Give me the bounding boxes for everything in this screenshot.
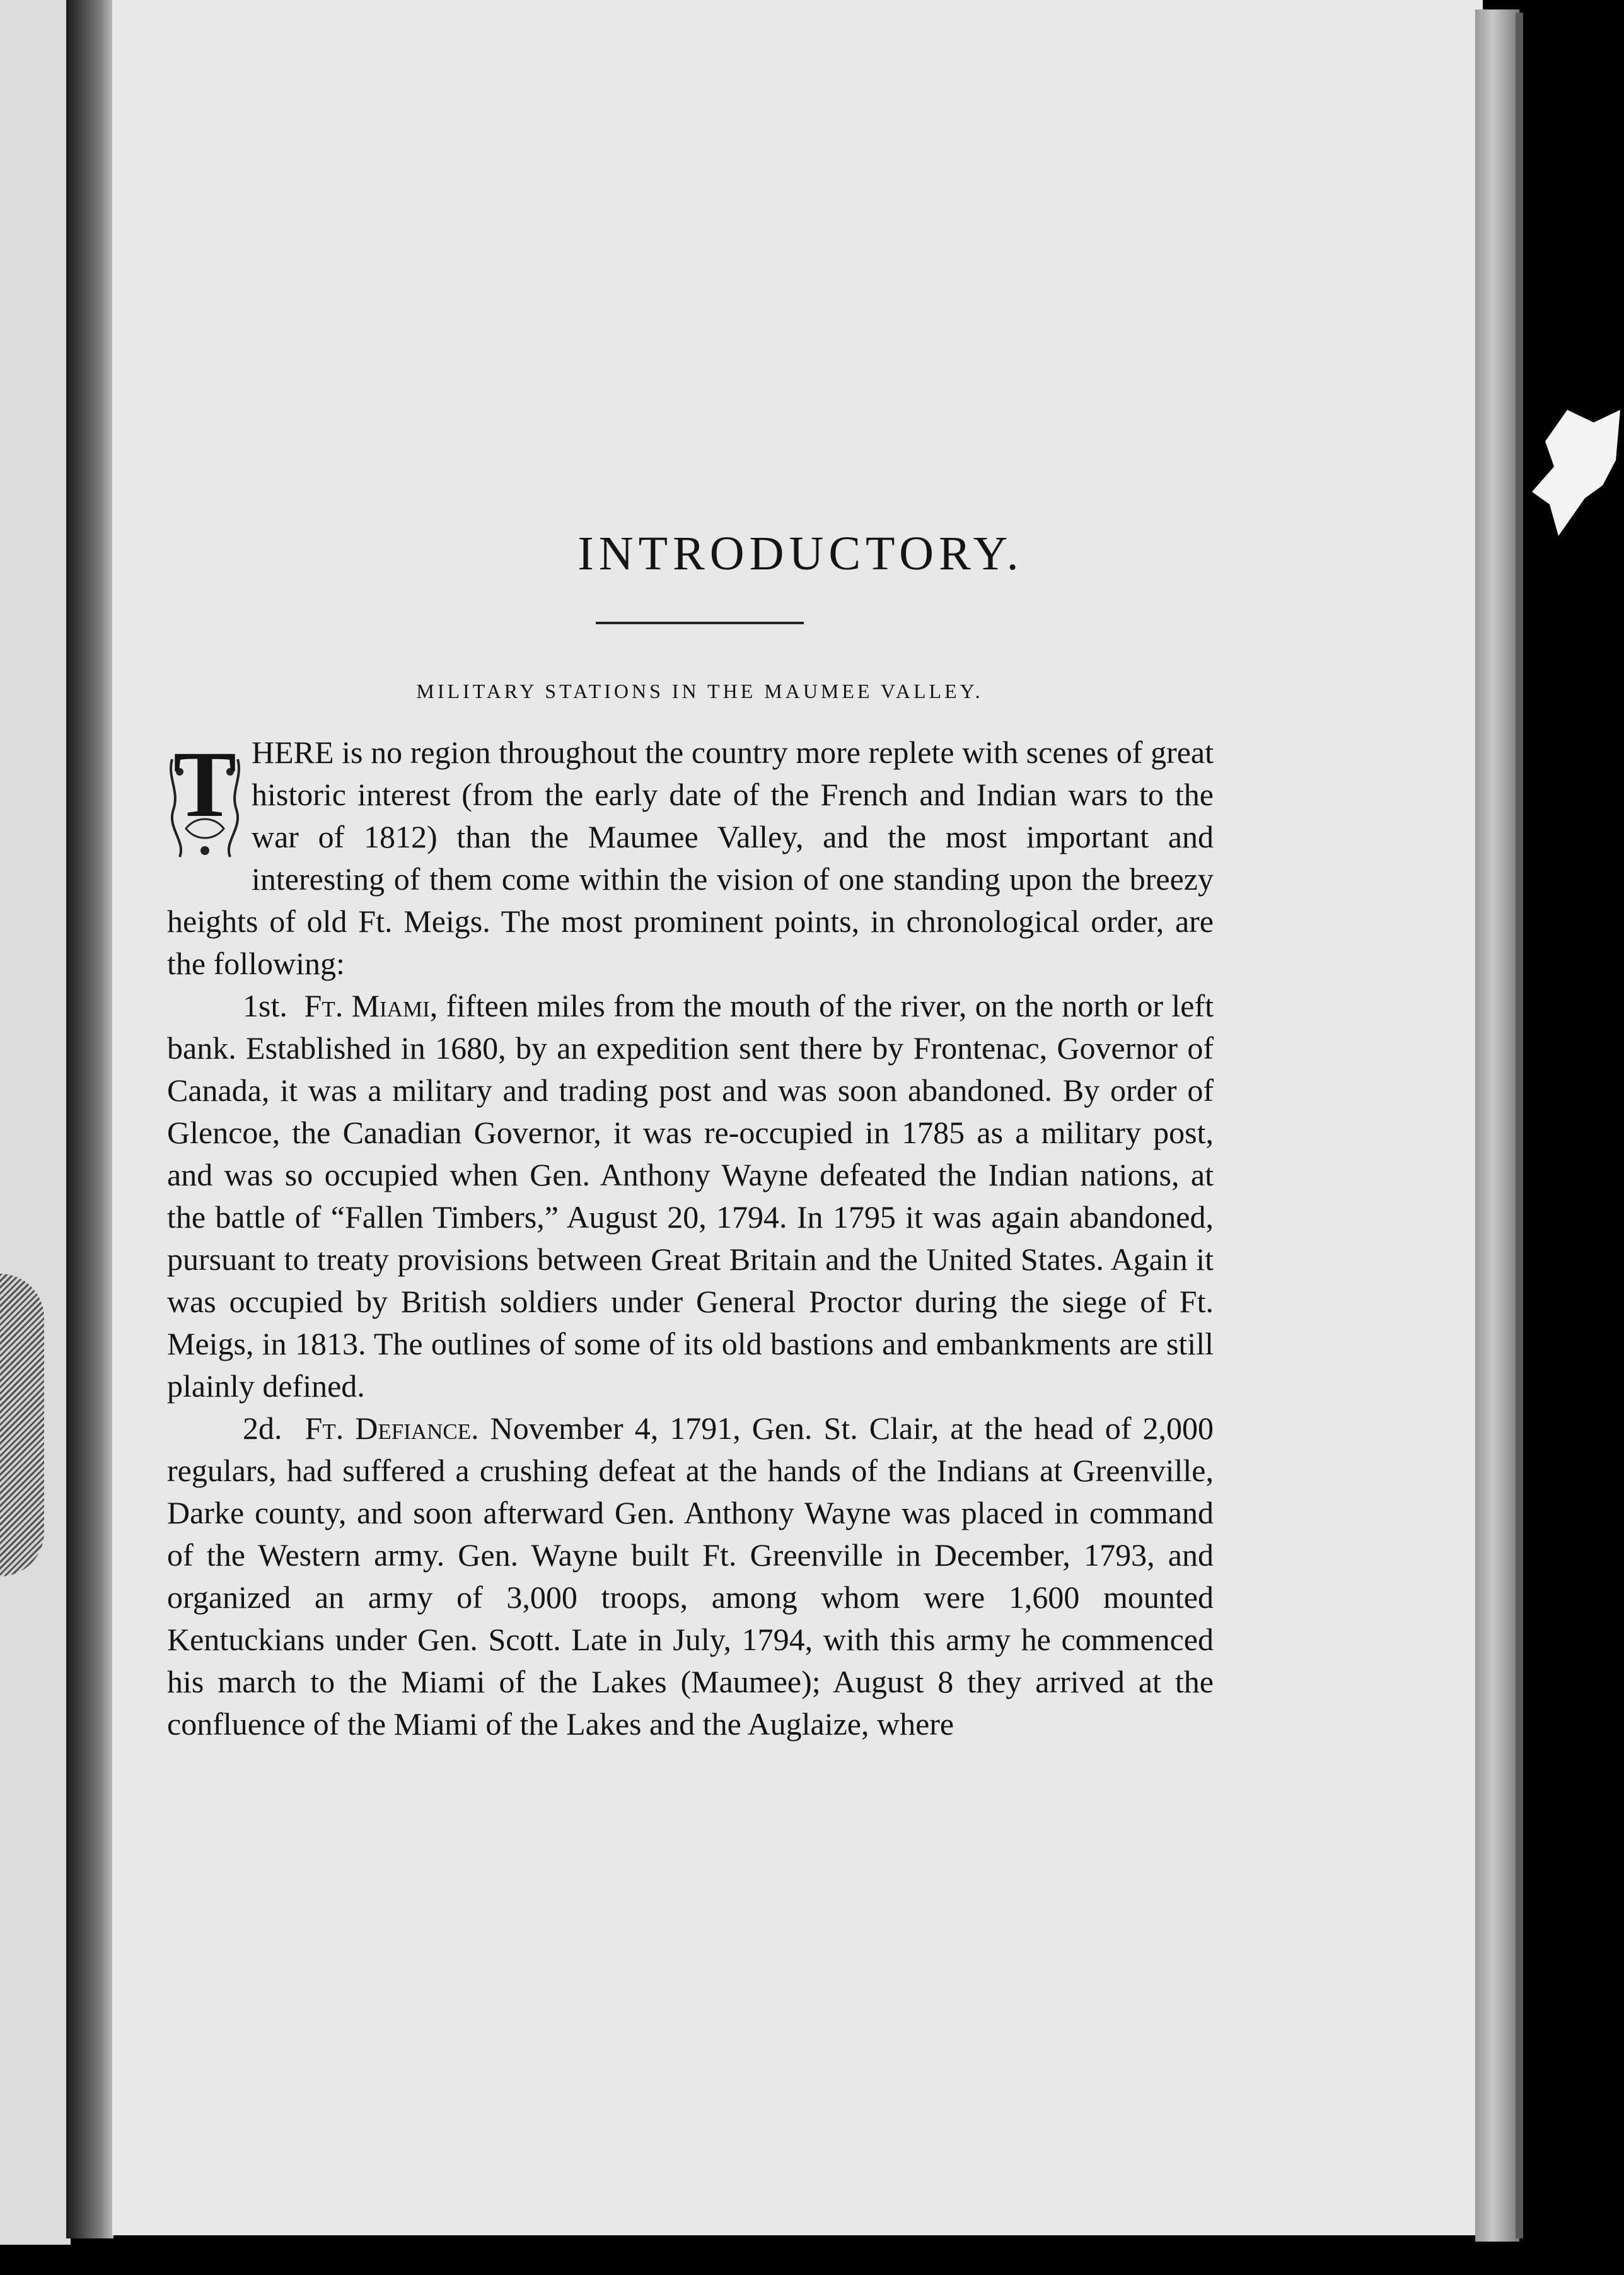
intro-text: HERE is no region throughout the country more replete with scenes of great historic interest (from the early date of the French and Indian wars to the war of 1812) than the Maumee Valley, and the most important and interesting of them come within the vision of one standing upon the breezy heights of old Ft. Meigs. The most prominent points, in chronological order, are the following:	[167, 735, 1214, 981]
entry-2-number: 2d.	[243, 1411, 282, 1446]
entry-2-text: November 4, 1791, Gen. St. Clair, at the head of 2,000 regulars, had suffered a crushing defeat at the hands of the Indians at Greenville, Darke county, and soon afterward Gen. Anthony Wayne was placed in command of the Western army. Gen. Wayne built Ft. Greenville in December, 1793, and organized an army of 3,000 troops, among whom were 1,600 mounted Kentuckians under Gen. Scott. Late in July, 1794, with this army he commenced his march to the Miami of the Lakes (Maumee); August 8 they arrived at the confluence of the Miami of the Lakes and the Auglaize, where	[167, 1411, 1214, 1742]
page-stack-shadow	[1516, 13, 1523, 2238]
intro-paragraph	[167, 731, 1214, 985]
title-divider	[596, 622, 804, 624]
drop-cap-letter: T	[173, 732, 237, 837]
facing-page	[0, 0, 71, 2245]
section-heading: MILITARY STATIONS IN THE MAUMEE VALLEY.	[416, 680, 983, 702]
entry-paragraph-2	[167, 1407, 1214, 1745]
paper-scrap	[1532, 410, 1620, 536]
body-text	[167, 731, 1214, 1745]
entry-paragraph-1	[167, 985, 1214, 1407]
entry-1-number: 1st.	[243, 988, 287, 1023]
book-gutter	[66, 0, 113, 2238]
drop-cap	[167, 734, 243, 860]
entry-1-text: fifteen miles from the mouth of the river, on the north or left bank. Established in 1680, by an expedition sent there by Frontenac, Governor of Canada, it was a military and trading post and was soon abandoned. By order of Glencoe, the Canadian Governor, it was re-occupied in 1785 as a military post, and was so occupied when Gen. Anthony Wayne defeated the Indian nations, at the battle of “Fallen Timbers,” August 20, 1794. In 1795 it was again abandoned, pursuant to treaty provisions between Great Britain and the United States. Again it was occupied by British soldiers under General Proctor during the siege of Ft. Meigs, in 1813. The outlines of some of its old bastions and embankments are still plainly defined.	[167, 988, 1214, 1404]
page-title: INTRODUCTORY.	[577, 527, 1024, 580]
page-stack-edge	[1475, 9, 1519, 2242]
entry-2-name: Ft. Defiance.	[304, 1411, 479, 1446]
facing-page-engraving	[0, 1274, 44, 1576]
entry-1-name: Ft. Miami,	[304, 988, 438, 1023]
